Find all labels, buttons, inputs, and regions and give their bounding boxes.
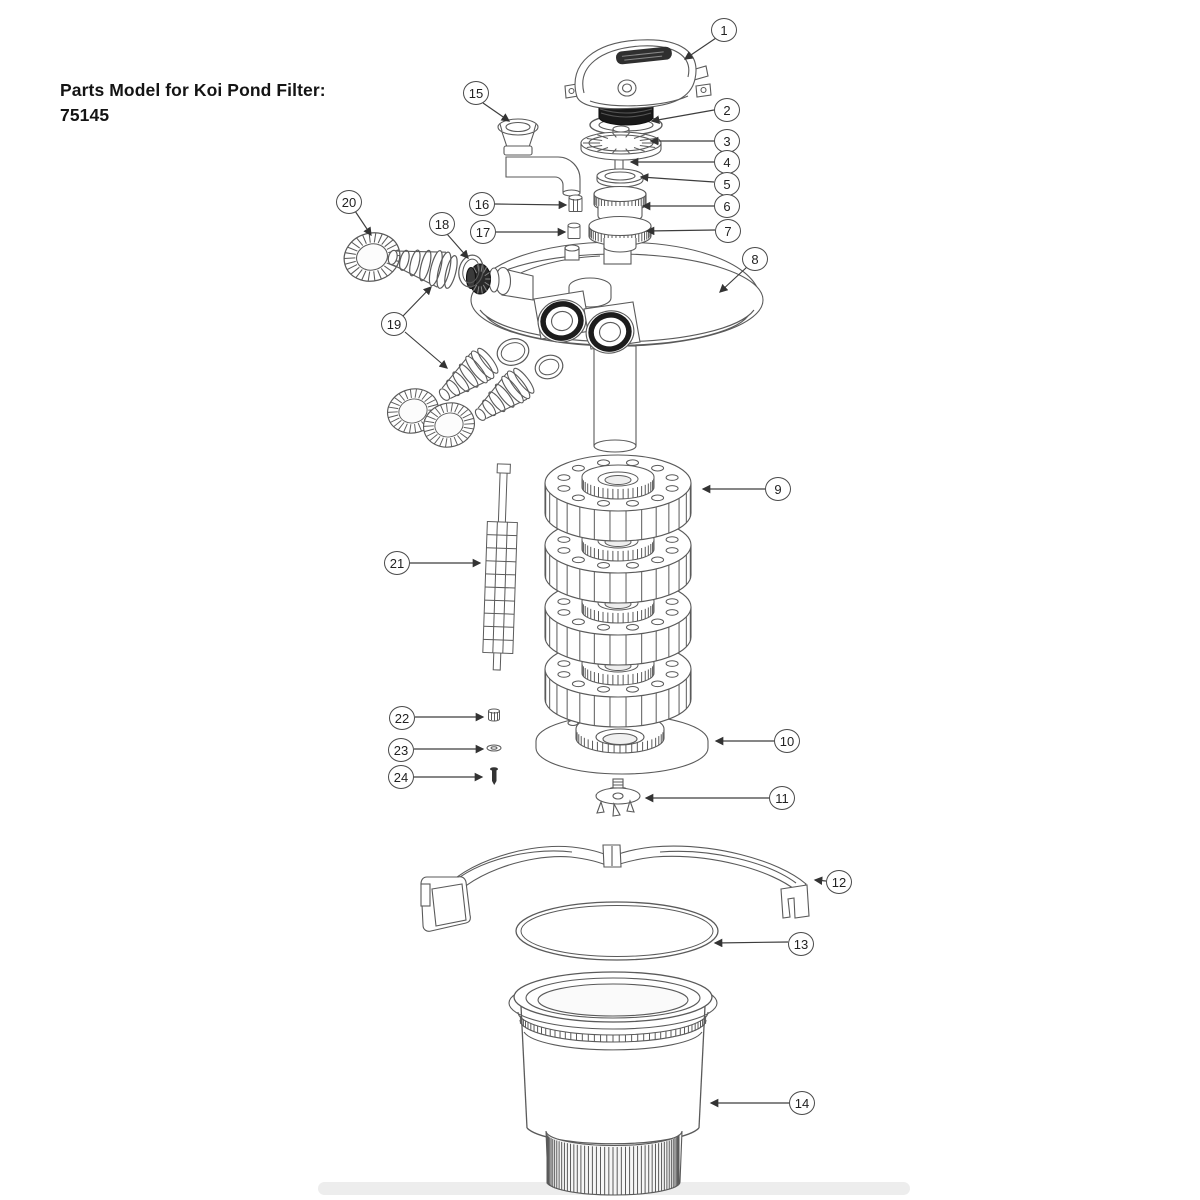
- part-17-bushing: [568, 223, 580, 238]
- part-5-washer: [597, 169, 643, 187]
- callout-17: 17: [470, 220, 496, 244]
- callout-16: 16: [469, 192, 495, 216]
- callout-1: 1: [711, 18, 737, 42]
- callout-14: 14: [789, 1091, 815, 1115]
- callout-6: 6: [714, 194, 740, 218]
- callout-3: 3: [714, 129, 740, 153]
- callout-20: 20: [336, 190, 362, 214]
- spare-oring: [532, 352, 566, 383]
- title-line-2: 75145: [60, 105, 110, 125]
- part-12-clamp-ring: [421, 845, 809, 931]
- part-23-washer: [487, 745, 501, 751]
- callout-8: 8: [742, 247, 768, 271]
- callout-18: 18: [429, 212, 455, 236]
- callout-7: 7: [715, 219, 741, 243]
- callout-2: 2: [714, 98, 740, 122]
- callout-15: 15: [463, 81, 489, 105]
- part-24-screw: [490, 767, 498, 785]
- callout-22: 22: [389, 706, 415, 730]
- part-1-pump-head-cover: [565, 40, 711, 125]
- callout-9: 9: [765, 477, 791, 501]
- callout-23: 23: [388, 738, 414, 762]
- part-21-center-rod: [482, 464, 519, 671]
- callout-24: 24: [388, 765, 414, 789]
- callout-12: 12: [826, 870, 852, 894]
- callout-11: 11: [769, 786, 795, 810]
- part-3-rotor-plate: [581, 126, 661, 160]
- filter-disc: [545, 455, 691, 541]
- callout-19: 19: [381, 312, 407, 336]
- callout-13: 13: [788, 932, 814, 956]
- callout-4: 4: [714, 150, 740, 174]
- part-14-tank: [509, 972, 717, 1195]
- part-15-elbow-fitting: [498, 119, 580, 196]
- callout-5: 5: [714, 172, 740, 196]
- part-9-filter-disc-stack: [545, 455, 691, 727]
- callout-21: 21: [384, 551, 410, 575]
- part-16-bushing: [569, 195, 582, 212]
- part-22-nut: [489, 709, 500, 721]
- title-line-1: Parts Model for Koi Pond Filter:: [60, 80, 326, 100]
- part-13-lid-oring: [516, 902, 718, 960]
- callout-10: 10: [774, 729, 800, 753]
- spare-oring: [494, 335, 532, 370]
- part-11-impeller: [596, 779, 640, 816]
